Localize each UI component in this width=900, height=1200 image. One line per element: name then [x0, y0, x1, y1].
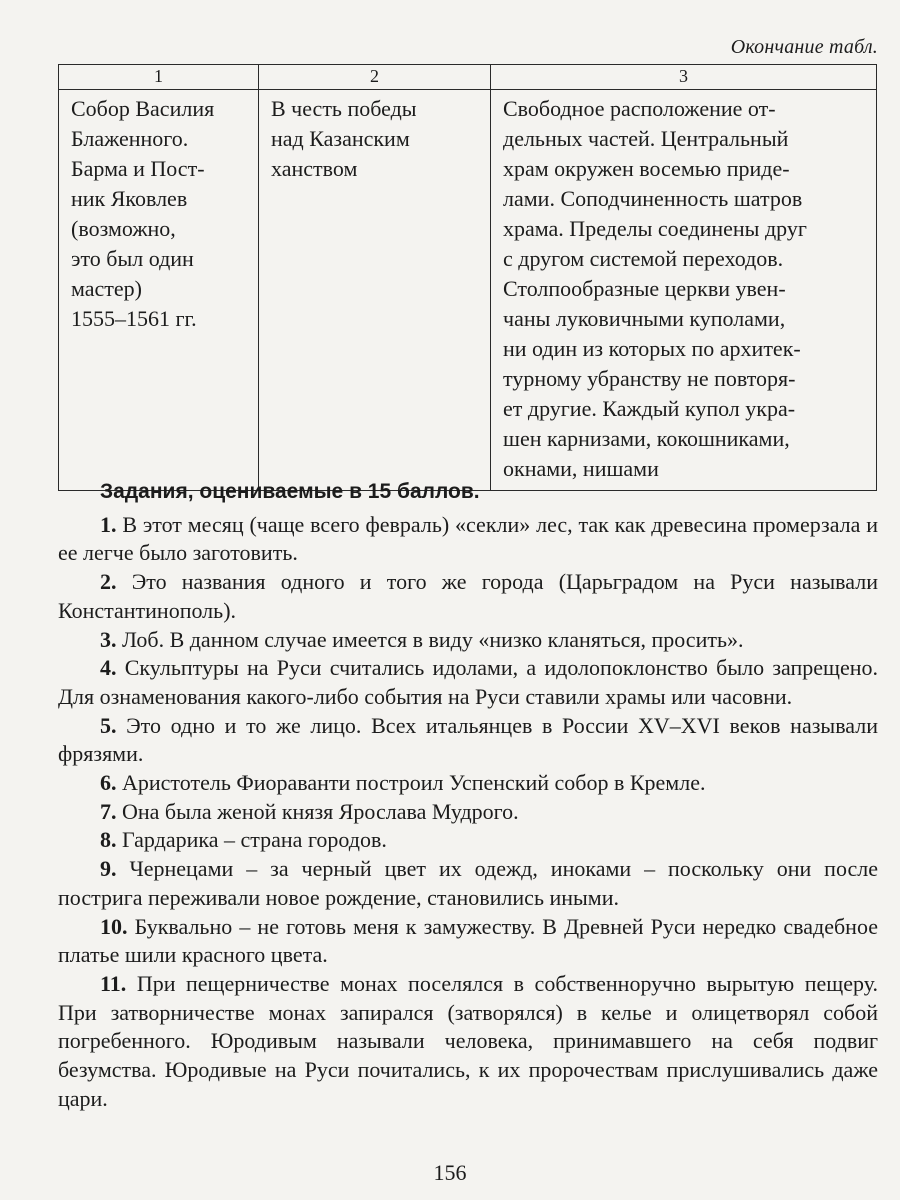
answer-number: 11.	[100, 970, 127, 996]
section-heading: Задания, оцениваемые в 15 баллов.	[100, 480, 480, 503]
answer-text: В этот месяц (чаще всего февраль) «секли» лес, так как древесина промерзала и ее легче было заготовить.	[58, 511, 878, 566]
answer-paragraph	[58, 826, 878, 855]
cell-line: чаны луковичными куполами,	[503, 306, 786, 331]
answer-number: 5.	[100, 712, 117, 738]
cell-line: ет другие. Каждый купол укра-	[503, 396, 796, 421]
answer-paragraph	[58, 511, 878, 568]
answer-number: 4.	[100, 655, 117, 681]
table-header-row	[59, 65, 877, 90]
answer-number: 7.	[100, 798, 117, 824]
column-header-2: 2	[259, 65, 491, 90]
answer-number: 8.	[100, 827, 117, 853]
answer-text: Скульптуры на Руси считались идолами, а идолопоклонство было запрещено. Для ознаменования какого-либо события на Руси ставили храмы или часовни.	[58, 655, 879, 709]
cell-line: Барма и Пост-	[71, 156, 205, 181]
answer-number: 3.	[100, 626, 117, 652]
answer-paragraph	[58, 568, 878, 625]
answer-paragraph	[58, 913, 878, 970]
answer-text: Она была женой князя Ярослава Мудрого.	[122, 798, 519, 824]
column-header-1: 1	[59, 65, 259, 90]
cell-line: ханством	[271, 156, 358, 181]
cell-line: (возможно,	[71, 216, 176, 241]
table-row	[59, 90, 877, 491]
answer-number: 2.	[100, 569, 117, 595]
cell-line: храм окружен восемью приде-	[503, 156, 790, 181]
cell-occasion	[259, 90, 491, 491]
answer-paragraph	[58, 798, 878, 827]
cell-line: над Казанским	[271, 126, 410, 151]
cell-line: шен карнизами, кокошниками,	[503, 426, 790, 451]
answer-text: При пещерничестве монах поселялся в собственноручно вырытую пещеру. При затворничестве монах запирался (затворялся) в келье и олицетворял собой погребенного. Юродивым называли человека, принимавшего на себя подвиг безумства. Юродивые на Руси почитались, к их пророчествам прислушивались даже цари.	[58, 970, 878, 1111]
answer-text: Это одно и то же лицо. Всех итальянцев в России XV–XVI веков называли фрязями.	[58, 712, 878, 767]
answer-number: 6.	[100, 770, 117, 796]
answer-number: 1.	[100, 511, 117, 537]
cell-line: турному убранству не повторя-	[503, 366, 796, 391]
cell-line: лами. Соподчиненность шатров	[503, 186, 803, 211]
answers-section	[58, 478, 878, 1113]
cell-line: с другом системой переходов.	[503, 246, 784, 271]
cell-line: Блаженного.	[71, 126, 189, 151]
answer-text: Аристотель Фиораванти построил Успенский собор в Кремле.	[122, 770, 706, 796]
answer-text: Чернецами – за черный цвет их одежд, иноками – поскольку они после пострига переживали новое рождение, становились иными.	[58, 856, 879, 910]
cell-line: храма. Пределы соединены друг	[503, 216, 807, 241]
cell-line: В честь победы	[271, 96, 417, 121]
cell-line: это был один	[71, 246, 194, 271]
cell-line: ник Яковлев	[71, 186, 188, 211]
cell-line: окнами, нишами	[503, 456, 659, 481]
answer-paragraph	[58, 712, 878, 769]
cell-line: Свободное расположение от-	[503, 96, 776, 121]
cell-line: мастер)	[71, 276, 143, 301]
continuation-table	[58, 64, 877, 491]
cell-line: 1555–1561 гг.	[71, 306, 197, 331]
cell-features	[491, 90, 877, 491]
answer-text: Буквально – не готовь меня к замужеству. В Древней Руси нередко свадебное платье шили красного цвета.	[58, 913, 878, 968]
cell-monument	[59, 90, 259, 491]
cell-line: Собор Василия	[71, 96, 215, 121]
cell-line: ни один из которых по архитек-	[503, 336, 801, 361]
cell-line: дельных частей. Центральный	[503, 126, 789, 151]
cell-line: Столпообразные церкви увен-	[503, 276, 786, 301]
answer-text: Это названия одного и того же города (Царьградом на Руси называли Константинополь).	[58, 569, 878, 623]
answer-paragraph	[58, 626, 878, 655]
column-header-3: 3	[491, 65, 877, 90]
answer-paragraph	[58, 654, 878, 711]
page-number: 156	[433, 1160, 467, 1185]
answer-paragraph	[58, 855, 878, 912]
answer-text: Гардарика – страна городов.	[122, 827, 387, 853]
answer-text: Лоб. В данном случае имеется в виду «низко кланяться, просить».	[122, 626, 744, 652]
table-continuation-caption: Окончание табл.	[730, 36, 878, 58]
answer-paragraph	[58, 769, 878, 798]
answer-paragraph	[58, 970, 878, 1114]
answer-number: 9.	[100, 856, 117, 882]
answer-number: 10.	[100, 913, 128, 939]
